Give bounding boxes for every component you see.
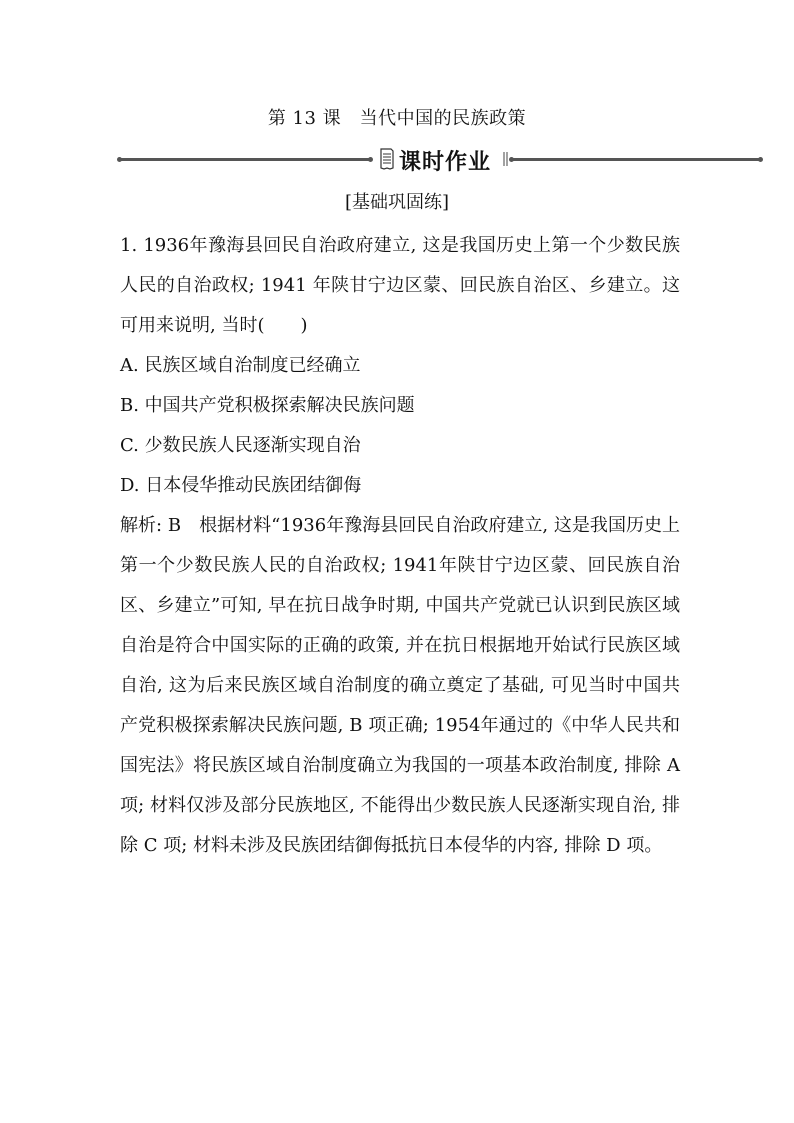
question-content (120, 226, 680, 866)
option-c: C. 少数民族人民逐渐实现自治 (120, 435, 361, 456)
option-d: D. 日本侵华推动民族团结御侮 (120, 475, 362, 496)
section-title: [基础巩固练] (344, 192, 450, 213)
answer-analysis: 解析: B 根据材料“1936年豫海县回民自治政府建立, 这是我国历史上第一个少数民族人民的自治政权; 1941年陕甘宁边区蒙、回民族自治区、乡建立”可知, 早在抗日战争时期, 中国共产党就已认识到民族区域自治是符合中国实际的正确的政策, 并在抗日根据地开始试行民族区域自治, 这为后来民族区域自治制度的确立奠定了基础, 可见当时中国共产党积极探索解决民族问题, B 项正确; 1954年通过的《中华人民共和国宪法》将民族区域自治制度确立为我国的一项基本政治制度, 排除 A 项; 材料仅涉及部分民族地区, 不能得出少数民族人民逐渐实现自治, 排除 C 项; 材料未涉及民族团结御侮抵抗日本侵华的内容, 排除 D 项。 (120, 515, 680, 856)
question-stem: 1. 1936年豫海县回民自治政府建立, 这是我国历史上第一个少数民族人民的自治政权; 1941 年陕甘宁边区蒙、回民族自治区、乡建立。这可用来说明, 当时( ) (120, 235, 680, 336)
banner-left-line (120, 158, 370, 161)
homework-banner (120, 146, 760, 174)
banner-title: 课时作业 (399, 150, 492, 175)
lesson-title: 第 13 课 当代中国的民族政策 (267, 108, 527, 129)
banner-right-line (512, 158, 760, 161)
document-icon (378, 147, 396, 171)
option-b: B. 中国共产党积极探索解决民族问题 (120, 395, 415, 416)
option-a: A. 民族区域自治制度已经确立 (120, 355, 361, 376)
